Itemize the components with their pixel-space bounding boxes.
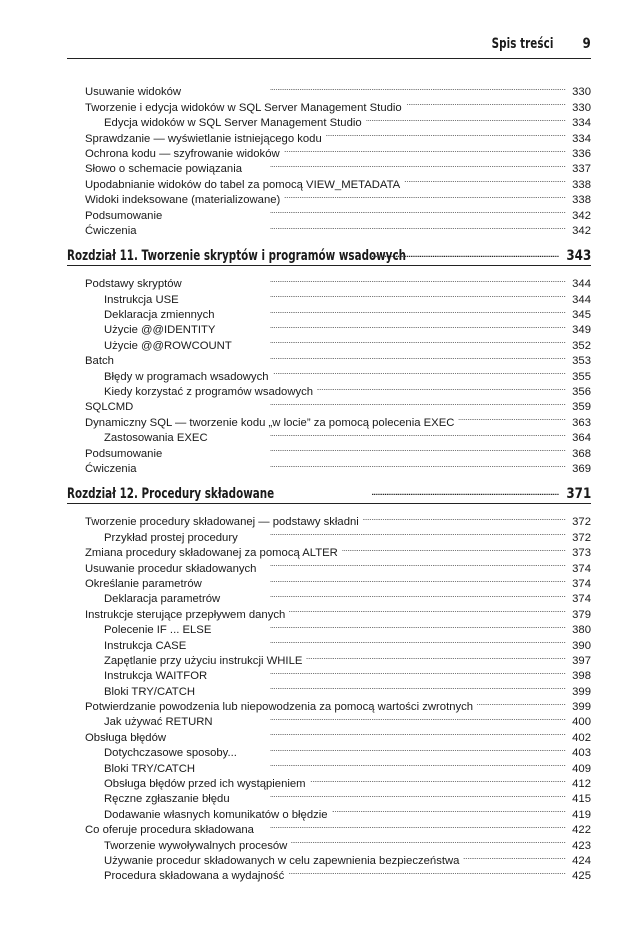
toc-entry-page: 398 [572,670,591,683]
toc-entry-page: 402 [572,731,591,744]
toc-entry-title: Dynamiczny SQL — tworzenie kodu „w locie” za pomocą polecenia EXEC [85,416,455,429]
dot-leader [212,426,566,441]
toc-entry-page: 400 [572,716,591,729]
toc-entry [67,219,591,237]
toc-entry-page: 369 [572,462,591,475]
dot-leader [363,510,566,525]
toc-section-c [67,510,591,883]
dot-leader [118,349,566,364]
dot-leader [234,787,566,802]
dot-leader [140,219,566,234]
dot-leader [215,618,566,633]
dot-leader [219,303,566,318]
toc-entry-title: Zapętlanie przy użyciu instrukcji WHILE [104,654,303,667]
toc-entry-title: Instrukcja USE [104,293,179,306]
dot-leader [273,364,566,379]
toc-entry-page: 344 [572,293,591,306]
toc-entry-title: Instrukcja WAITFOR [104,670,208,683]
toc-entry-page: 338 [572,194,591,207]
toc-entry-title: Dotychczasowe sposoby... [104,747,237,760]
toc-entry-page: 397 [572,654,591,667]
dot-leader [137,395,566,410]
toc-entry-title: Ochrona kodu — szyfrowanie widoków [85,147,280,160]
toc-entry-page: 330 [572,101,591,114]
toc-entry-title: Obsługa błędów przed ich wystąpieniem [104,778,306,791]
toc-entry-title: Usuwanie procedur składowanych [85,562,257,575]
dot-leader [317,380,566,395]
dot-leader [288,864,566,879]
toc-entry-title: Bloki TRY/CATCH [104,685,196,698]
dot-leader [372,245,559,260]
toc-entry-page: 412 [572,778,591,791]
toc-entry-title: Batch [85,355,114,368]
toc-entry-page: 342 [572,209,591,222]
dot-leader [291,833,566,848]
dot-leader [458,410,566,425]
toc-entry-title: Kiedy korzystać z programów wsadowych [104,386,314,399]
running-header [67,36,591,59]
toc-entry-title: Używanie procedur składowanych w celu zapewnienia bezpieczeństwa [104,854,460,867]
dot-leader [306,649,566,664]
toc-entry-title: Edycja widoków w SQL Server Management Studio [104,117,362,130]
toc-entry [67,457,591,475]
toc-entry-page: 373 [572,547,591,560]
dot-leader [217,710,566,725]
toc-entry-title: Zmiana procedury składowanej za pomocą ALTER [85,547,338,560]
dot-leader [242,525,566,540]
toc-entry-title: Instrukcje sterujące przepływem danych [85,608,286,621]
dot-leader [366,111,566,126]
dot-leader [342,541,566,556]
toc-entry-page: 355 [572,370,591,383]
dot-leader [404,172,566,187]
toc-entry-page: 399 [572,685,591,698]
toc-entry-page: 403 [572,747,591,760]
toc-entry-title: Procedura składowana a wydajność [104,870,285,883]
toc-entry-page: 337 [572,163,591,176]
toc-entry-page: 359 [572,401,591,414]
toc-entry-page: 390 [572,639,591,652]
toc-entry-page: 399 [572,701,591,714]
toc-entry-title: Deklaracja parametrów [104,593,221,606]
toc-entry [67,410,591,429]
dot-leader [310,772,566,787]
toc-entry-page: 423 [572,839,591,852]
toc-entry-page: 336 [572,147,591,160]
toc-entry-title: Sprawdzanie — wyświetlanie istniejącego kodu [85,132,322,145]
toc-entry-page: 356 [572,386,591,399]
toc-entry-page: 419 [572,808,591,821]
toc-entry-page: 330 [572,86,591,99]
dot-leader [224,587,566,602]
toc-entry-page: 353 [572,355,591,368]
chapter-12-heading [67,483,591,504]
toc-entry-page: 409 [572,762,591,775]
toc-entry-page: 374 [572,593,591,606]
toc-entry-title: Upodabnianie widoków do tabel za pomocą VIEW_METADATA [85,178,401,191]
toc-entry [67,510,591,529]
dot-leader [236,333,566,348]
toc-entry-title: Tworzenie procedury składowanej — podstawy składni [85,516,359,529]
toc-entry-page: 374 [572,562,591,575]
toc-entry-title: Potwierdzanie powodzenia lub niepowodzenia za pomocą wartości zwrotnych [85,701,474,714]
dot-leader [284,142,566,157]
dot-leader [199,756,566,771]
dot-leader [332,802,566,817]
toc-entry-title: Jak używać RETURN [104,716,213,729]
toc-entry-title: Polecenie IF ... ELSE [104,624,212,637]
toc-entry-page: 374 [572,577,591,590]
toc-entry-title: Co oferuje procedura składowana [85,824,254,837]
chapter-11-heading [67,245,591,266]
dot-leader [183,287,566,302]
header-title: Spis treści [491,36,553,52]
dot-leader [289,602,566,617]
toc-entry-title: Podsumowanie [85,209,163,222]
toc-entry-title: Zastosowania EXEC [104,432,208,445]
toc-entry-page: 334 [572,132,591,145]
toc-entry-title: Bloki TRY/CATCH [104,762,196,775]
toc-entry-page: 344 [572,278,591,291]
dot-leader [140,457,566,472]
dot-leader [372,483,559,498]
toc-entry-page: 345 [572,309,591,322]
toc-section-b [67,272,591,475]
toc-entry-title: Ręczne zgłaszanie błędu [104,793,230,806]
toc-entry-page: 352 [572,339,591,352]
toc-entry-page: 379 [572,608,591,621]
toc-entry-page: 425 [572,870,591,883]
toc-entry-title: Obsługa błędów [85,731,167,744]
toc-entry-title: Słowo o schemacie powiązania [85,163,242,176]
toc-entry-page: 342 [572,224,591,237]
toc-entry-title: Ćwiczenia [85,224,137,237]
toc-entry-page: 380 [572,624,591,637]
dot-leader [170,725,566,740]
dot-leader [258,818,566,833]
table-of-contents [67,80,591,883]
toc-entry [67,364,591,383]
toc-entry-title: Podstawy skryptów [85,278,182,291]
dot-leader [219,318,566,333]
toc-entry-page: 349 [572,324,591,337]
toc-entry-title: Deklaracja zmiennych [104,309,215,322]
toc-entry-title: Dodawanie własnych komunikatów o błędzie [104,808,328,821]
dot-leader [326,126,566,141]
chapter-page: 371 [566,486,591,503]
toc-entry-title: Ćwiczenia [85,462,137,475]
toc-entry-title: Użycie @@IDENTITY [104,324,216,337]
chapter-page: 343 [566,248,591,265]
dot-leader [260,556,566,571]
toc-entry-page: 372 [572,516,591,529]
toc-entry-title: Określanie parametrów [85,577,202,590]
toc-entry-title: Widoki indeksowane (materializowane) [85,194,281,207]
chapter-title: Rozdział 11. Tworzenie skryptów i programów wsadowych [67,248,406,265]
toc-section-a [67,80,591,237]
dot-leader [211,664,566,679]
toc-entry-title: Usuwanie widoków [85,86,182,99]
toc-entry-title: SQLCMD [85,401,134,414]
chapter-title: Rozdział 12. Procedury składowane [67,486,275,503]
toc-entry-title: Tworzenie wywoływalnych procesów [104,839,288,852]
toc-entry-page: 424 [572,854,591,867]
dot-leader [463,849,566,864]
toc-entry-page: 422 [572,824,591,837]
toc-entry-page: 372 [572,531,591,544]
toc-entry-title: Przykład prostej procedury [104,531,238,544]
toc-entry-page: 363 [572,416,591,429]
toc-entry-page: 364 [572,432,591,445]
toc-entry-page: 368 [572,447,591,460]
dot-leader [406,95,566,110]
dot-leader [477,695,566,710]
toc-entry-title: Błędy w programach wsadowych [104,370,269,383]
toc-entry-title: Użycie @@ROWCOUNT [104,339,232,352]
toc-entry-page: 415 [572,793,591,806]
toc-entry-page: 334 [572,117,591,130]
toc-entry-title: Podsumowanie [85,447,163,460]
dot-leader [190,633,566,648]
dot-leader [166,441,566,456]
toc-entry-page: 338 [572,178,591,191]
dot-leader [166,203,566,218]
dot-leader [185,80,566,95]
toc-entry-title: Tworzenie i edycja widoków w SQL Server Management Studio [85,101,402,114]
page-number: 9 [582,36,591,52]
dot-leader [284,188,566,203]
toc-entry [67,349,591,368]
dot-leader [241,741,566,756]
toc-entry-title: Instrukcja CASE [104,639,187,652]
dot-leader [199,679,566,694]
dot-leader [206,572,566,587]
toc-entry [67,395,591,414]
dot-leader [246,157,566,172]
dot-leader [186,272,566,287]
toc-entry [67,272,591,291]
toc-entry [67,80,591,99]
